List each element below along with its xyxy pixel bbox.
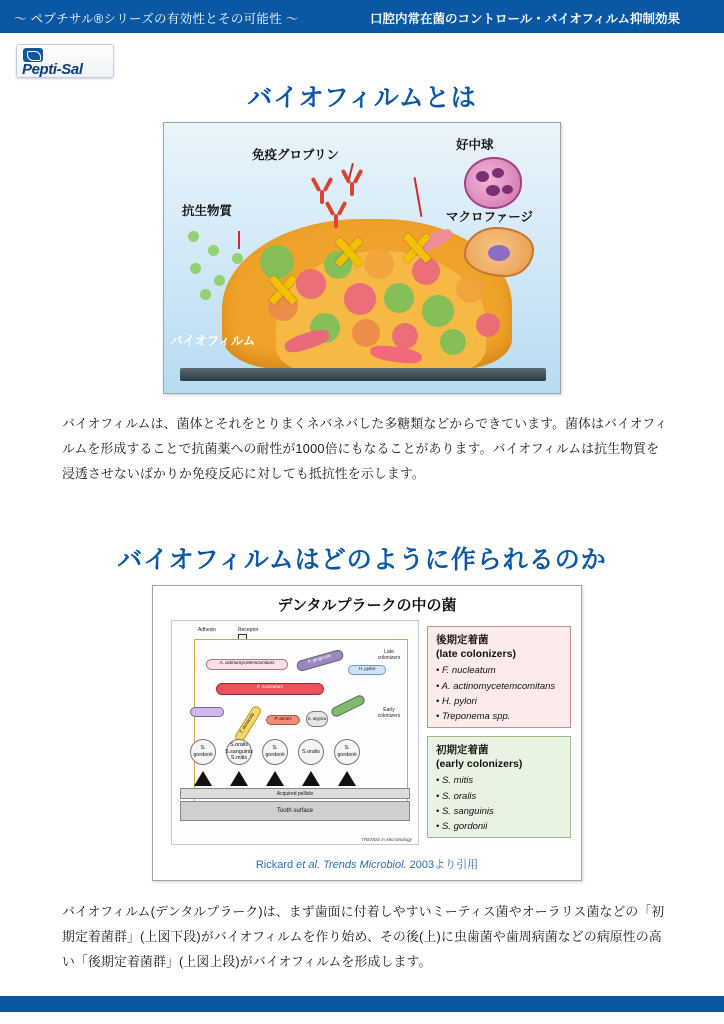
species-circle: S. gordonii [190,739,216,765]
species-pill: A. actinomycetemcomitans [206,659,288,670]
diagram-label-adhesin: Adhesin [198,627,217,633]
dental-plaque-figure [152,585,582,881]
label-biofilm: バイオフィルム [170,334,256,348]
early-colonizers-heading [428,737,570,773]
bacteria-cell [384,283,414,313]
bacteria-cell [364,249,394,279]
figure2-credit [153,856,581,872]
credit-italic: et al. Trends Microbiol. [296,859,407,871]
early-colonizers-list [428,773,570,835]
diagram-label-receptor: Receptor [238,627,259,633]
bacteria-cell [296,269,326,299]
biofilm-illustration [163,122,561,394]
early-colonizers-box [427,736,571,838]
header-series-text: 〜 ペプチサル®シリーズの有効性とその可能性 〜 [14,12,299,26]
diagram-source-credit: TRENDS in Microbiology [361,837,412,842]
section-title-2: バイオフィルムはどのように作られるのか [117,546,607,574]
credit-suffix: 2003より引用 [406,859,479,871]
early-heading-jp: 初期定着菌 [436,744,489,756]
receptor-triangle-icon [230,771,248,786]
immunoglobulin-icon [340,169,366,197]
species-pill: T. denticola [233,704,263,743]
footer-spacer [0,1018,724,1024]
bacteria-cell [422,295,454,327]
list-item: • S. gordonii [436,819,562,834]
list-item: • H. pylori [436,694,562,709]
species-circle: S. gordonii [262,739,288,765]
species-circle: S. gordonii [334,739,360,765]
list-item: • S. oralis [436,789,562,804]
late-heading-jp: 後期定着菌 [436,634,489,646]
early-heading-en: (early colonizers) [436,758,523,771]
species-circle: S.oralis S.sanguinis S.mitis [226,739,252,765]
header-topic-text: 口腔内常在菌のコントロール・バイオフィルム抑制効果 [370,12,681,26]
neutrophil-cell [464,157,522,209]
species-circle: S.oralis [298,739,324,765]
label-neutrophil: 好中球 [456,138,494,152]
list-item: • A. actinomycetemcomitans [436,679,562,694]
species-pill: S. atypica [306,711,328,727]
immunoglobulin-icon [324,201,350,229]
list-item: • S. mitis [436,773,562,788]
species-pill: P. acnes [266,715,300,725]
species-pill [190,707,224,717]
receptor-triangle-icon [302,771,320,786]
list-item: • S. sanguinis [436,804,562,819]
figure2-title: デンタルプラークの中の菌 [277,597,457,614]
bacteria-cell [344,283,376,315]
antibiotic-particle [190,263,201,274]
section-title-1: バイオフィルムとは [247,84,477,112]
antibiotic-particle [208,245,219,256]
diagram-label-late-colonizers: Late colonizers [377,649,401,661]
late-colonizers-heading [428,627,570,663]
receptor-triangle-icon [338,771,356,786]
antibiotic-particle [188,231,199,242]
receptor-triangle-icon [194,771,212,786]
label-antibiotic: 抗生物質 [182,204,233,218]
substrate-surface [180,368,546,381]
header-bar [0,0,724,33]
antibiotic-particle [200,289,211,300]
label-macrophage: マクロファージ [446,210,534,224]
late-colonizers-list [428,663,570,725]
antibiotic-particle [214,275,225,286]
footer-bar [0,996,724,1012]
diagram-label-early-colonizers: Early colonizers [377,707,401,719]
species-pill: P. gingivalis [295,649,344,673]
label-immunoglobulin: 免疫グロブリン [252,148,340,162]
bacteria-cell [440,329,466,355]
receptor-triangle-icon [266,771,284,786]
antibiotic-particle [232,253,243,264]
species-pill: H. pylori [348,665,386,675]
block-x-icon [332,235,366,269]
macrophage-cell [464,227,534,277]
block-x-icon [400,231,434,265]
block-x-icon [266,273,300,307]
bacteria-cell [476,313,500,337]
logo-text: Pepti-Sal [22,61,83,78]
acquired-pellicle-band: Acquired pellicle [180,788,410,799]
section-body-2: バイオフィルム(デンタルプラーク)は、まず歯面に付着しやすいミーティス菌やオーラリス菌などの「初期定着菌群」(上図下段)がバイオフィルムを作り始め、その後(上)に虫歯菌や歯周病菌などの病原性の高い「後期定着菌群」(上図上段)がバイオフィルムを形成します。 [62,904,665,969]
late-heading-en: (late colonizers) [436,648,516,661]
list-item: • Treponema spp. [436,709,562,724]
species-pill: F. nucleatum [216,683,324,695]
list-item: • F. nucleatum [436,663,562,678]
brand-logo [16,44,114,78]
section-body-1: バイオフィルムは、菌体とそれをとりまくネバネバした多糖類などからできています。菌体はバイオフィルムを形成することで抗菌薬への耐性が1000倍にもなることがあります。バイオフィルムは抗生物質を浸透させないばかりか免疫反応に対しても抵抗性を示します。 [62,416,668,481]
bacteria-cell [392,323,418,349]
credit-prefix: Rickard [255,859,297,871]
bacteria-cell [456,275,484,303]
colonization-diagram [171,620,419,845]
leader-line [238,231,240,249]
bacteria-cell [352,319,380,347]
logo-mark-icon [23,48,43,62]
late-colonizers-box [427,626,571,728]
tooth-surface-band: Tooth surface [180,801,410,821]
